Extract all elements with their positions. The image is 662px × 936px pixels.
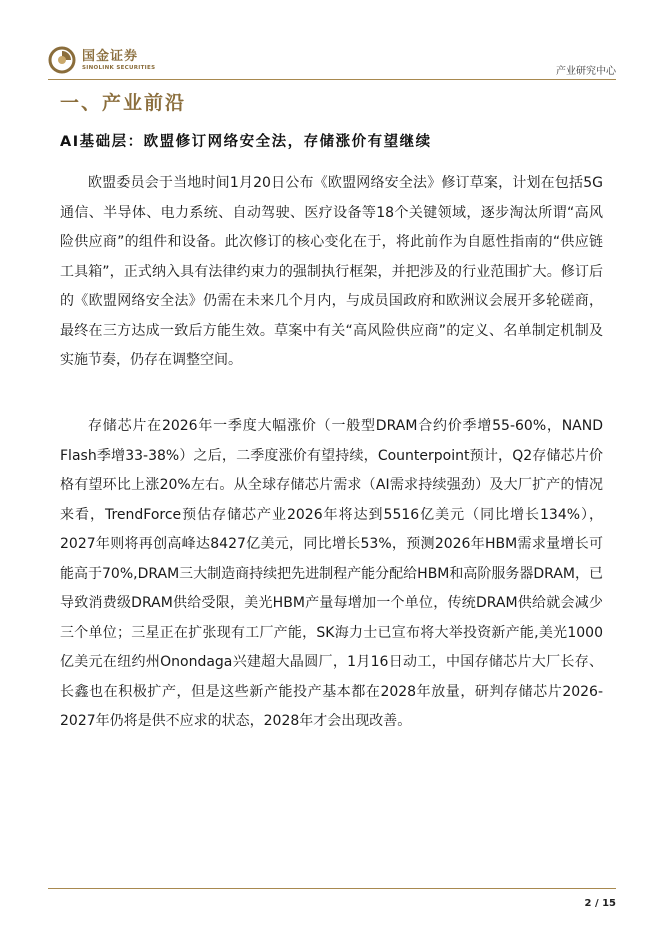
footer-divider bbox=[48, 888, 616, 889]
paragraph-block-2 bbox=[60, 412, 603, 737]
section-title: 一、产业前沿 bbox=[60, 92, 187, 114]
article-subtitle: AI基础层：欧盟修订网络安全法，存储涨价有望继续 bbox=[60, 134, 432, 150]
logo-chinese-name: 国金证券 bbox=[82, 48, 139, 64]
company-logo bbox=[48, 46, 155, 74]
logo-emblem-icon bbox=[48, 46, 76, 74]
page-number: 2 / 15 bbox=[584, 898, 616, 909]
body-paragraph: 存储芯片在2026年一季度大幅涨价（一般型DRAM合约价季增55-60%，NAND Flash季增33-38%）之后，二季度涨价有望持续，Counterpoint预计，Q2存储芯片价格有望环比上涨20%左右。从全球存储芯片需求（AI需求持续强劲）及大厂扩产的情况来看，TrendForce预估存储芯产业2026年将达到5516亿美元（同比增长134%），2027年则将再创高峰达8427亿美元，同比增长53%，预测2026年HBM需求量增长可能高于70%,DRAM三大制造商持续把先进制程产能分配给HBM和高阶服务器DRAM，已导致消费级DRAM供给受限，美光HBM产量每增加一个单位，传统DRAM供给就会减少三个单位；三星正在扩张现有工厂产能，SK海力士已宣布将大举投资新产能,美光1000亿美元在纽约州Onondaga兴建超大晶圆厂，1月16日动工，中国存储芯片大厂长存、长鑫也在积极扩产，但是这些新产能投产基本都在2028年放量，研判存储芯片2026-2027年仍将是供不应求的状态，2028年才会出现改善。 bbox=[60, 418, 603, 729]
paragraph-block-1 bbox=[60, 169, 603, 376]
department-label: 产业研究中心 bbox=[556, 66, 616, 77]
header-divider bbox=[48, 79, 616, 80]
logo-english-name: SINOLINK SECURITIES bbox=[82, 64, 156, 71]
page-header bbox=[0, 0, 662, 82]
body-paragraph: 欧盟委员会于当地时间1月20日公布《欧盟网络安全法》修订草案，计划在包括5G通信、半导体、电力系统、自动驾驶、医疗设备等18个关键领域，逐步淘汰所谓“高风险供应商”的组件和设备。此次修订的核心变化在于，将此前作为自愿性指南的“供应链工具箱”，正式纳入具有法律约束力的强制执行框架，并把涉及的行业范围扩大。修订后的《欧盟网络安全法》仍需在未来几个月内，与成员国政府和欧洲议会展开多轮磋商，最终在三方达成一致后方能生效。草案中有关“高风险供应商”的定义、名单制定机制及实施节奏，仍存在调整空间。 bbox=[60, 175, 603, 368]
